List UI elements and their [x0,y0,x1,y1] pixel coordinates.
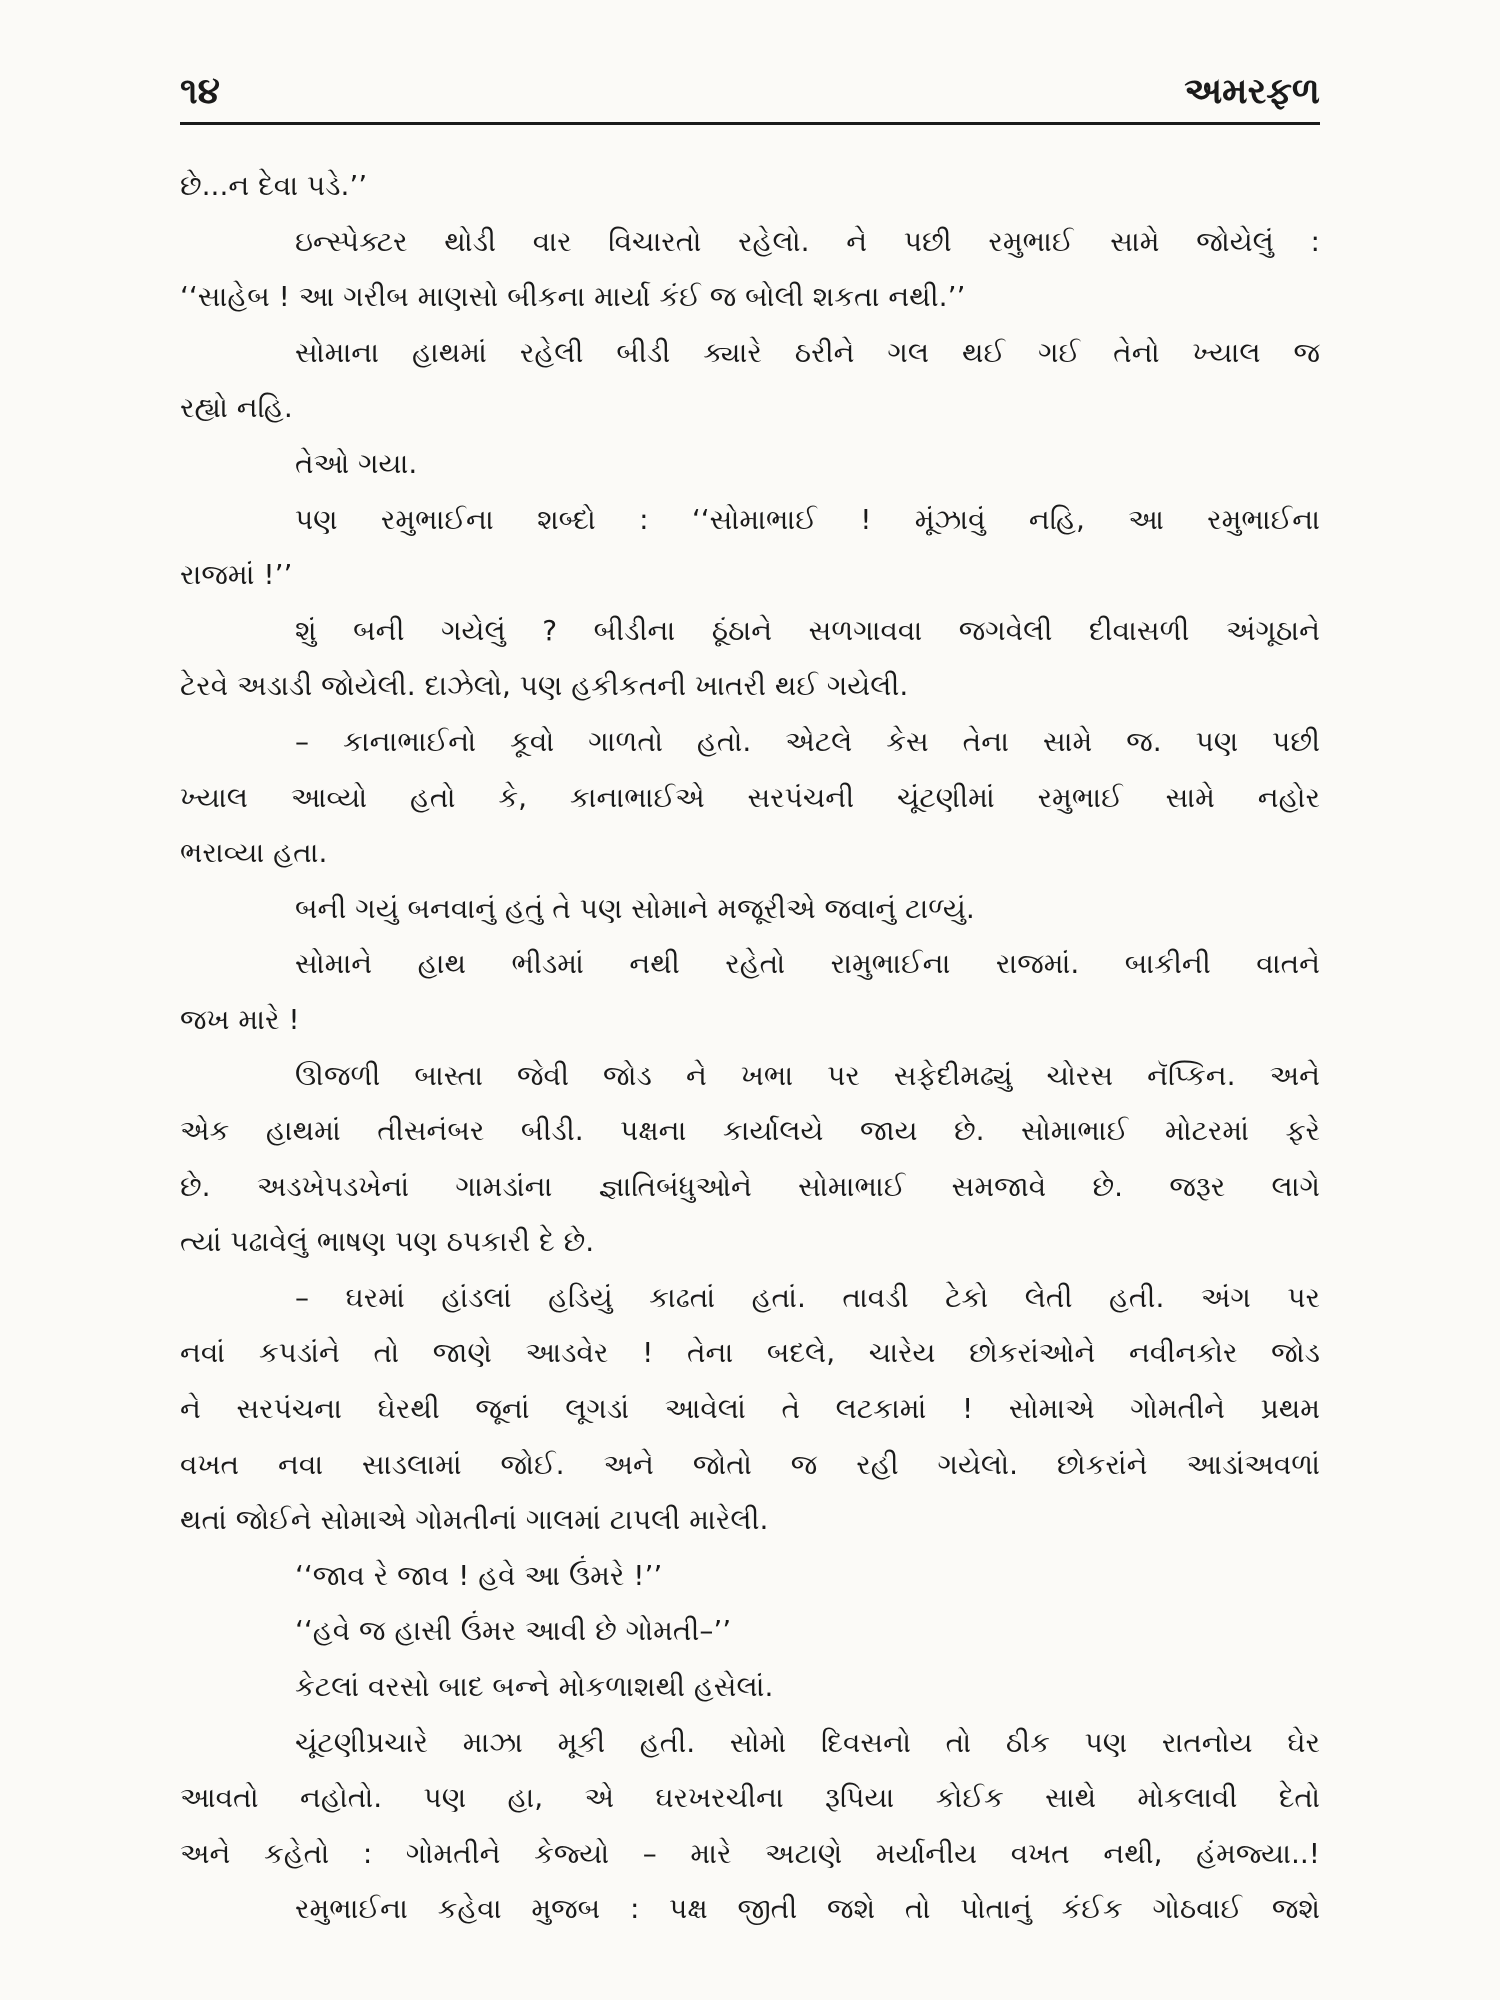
text-line: ‘‘સાહેબ ! આ ગરીબ માણસો બીકના માર્યા કંઈ જ બોલી શકતા નથી.’’ [180,280,966,314]
text-line: તેઓ ગયા. [295,446,418,480]
text-line: રમુભાઈના કહેવા મુજબ : પક્ષ જીતી જશે તો પોતાનું કંઈક ગોઠવાઈ જશે [295,1892,1320,1926]
text-line: અને કહેતો : ગોમતીને કેજ્યો – મારે અટાણે મર્યાનીય વખત નથી, હંમજ્યા..! [180,1836,1320,1870]
page-header [180,70,1320,125]
text-line: જખ મારે ! [180,1002,300,1036]
running-title: અમરફળ [1184,71,1320,112]
text-line: થતાં જોઈને સોમાએ ગોમતીનાં ગાલમાં ટાપલી મારેલી. [180,1503,769,1537]
text-line: ટેરવે અડાડી જોયેલી. દાઝેલો, પણ હકીકતની ખાતરી થઈ ગયેલી. [180,669,909,703]
body-text [180,158,1320,1937]
text-line: પણ રમુભાઈના શબ્દો : ‘‘સોમાભાઈ ! મૂંઝાવું નહિ, આ રમુભાઈના [295,502,1320,536]
text-line: ‘‘જાવ રે જાવ ! હવે આ ઉંમરે !’’ [295,1558,663,1592]
text-line: ભરાવ્યા હતા. [180,836,328,870]
text-line: બની ગયું બનવાનું હતું તે પણ સોમાને મજૂરીએ જવાનું ટાળ્યું. [295,891,975,925]
text-line: કેટલાં વરસો બાદ બન્ને મોકળાશથી હસેલાં. [295,1670,774,1704]
page-number: ૧૪ [180,71,220,112]
text-line: નવાં કપડાંને તો જાણે આડવેર ! તેના બદલે, ચારેય છોકરાંઓને નવીનકોર જોડ [180,1336,1320,1370]
text-line: રાજમાં !’’ [180,558,293,592]
text-line: આવતો નહોતો. પણ હા, એ ઘરખરચીના રૂપિયા કોઈક સાથે મોકલાવી દેતો [180,1781,1320,1815]
text-line: ચૂંટણીપ્રચારે માઝા મૂકી હતી. સોમો દિવસનો તો ઠીક પણ રાતનોય ઘેર [295,1725,1320,1759]
text-line: રહ્યો નહિ. [180,391,293,425]
text-line: ‘‘હવે જ હાસી ઉંમર આવી છે ગોમતી–’’ [295,1614,732,1648]
text-line: ઊજળી બાસ્તા જેવી જોડ ને ખભા પર સફેદીમઢ્યું ચોરસ નૅપ્કિન. અને [295,1058,1320,1092]
text-line: ને સરપંચના ઘેરથી જૂનાં લૂગડાં આવેલાં તે લટકામાં ! સોમાએ ગોમતીને પ્રથમ [180,1392,1320,1426]
text-line: છે. અડખેપડખેનાં ગામડાંના જ્ઞાતિબંધુઓને સોમાભાઈ સમજાવે છે. જરૂર લાગે [180,1169,1320,1203]
text-line: શું બની ગયેલું ? બીડીના ઠૂંઠાને સળગાવવા જગવેલી દીવાસળી અંગૂઠાને [295,613,1320,647]
text-line: સોમાના હાથમાં રહેલી બીડી ક્યારે ઠરીને ગલ થઈ ગઈ તેનો ખ્યાલ જ [295,335,1320,369]
text-line: સોમાને હાથ ભીડમાં નથી રહેતો રામુભાઈના રાજમાં. બાકીની વાતને [295,947,1320,981]
text-line: છે...ન દેવા પડે.’’ [180,169,368,202]
text-line: વખત નવા સાડલામાં જોઈ. અને જોતો જ રહી ગયેલો. છોકરાંને આડાંઅવળાં [180,1447,1320,1481]
text-line: ઇન્સ્પેક્ટર થોડી વાર વિચારતો રહેલો. ને પછી રમુભાઈ સામે જોયેલું : [295,224,1320,258]
text-line: – ઘરમાં હાંડલાં હડિયું કાઢતાં હતાં. તાવડી ટેકો લેતી હતી. અંગ પર [295,1280,1320,1314]
text-line: ખ્યાલ આવ્યો હતો કે, કાનાભાઈએ સરપંચની ચૂંટણીમાં રમુભાઈ સામે નહોર [180,780,1320,814]
text-line: એક હાથમાં તીસનંબર બીડી. પક્ષના કાર્યાલયે જાય છે. સોમાભાઈ મોટરમાં ફરે [180,1114,1320,1148]
text-line: – કાનાભાઈનો કૂવો ગાળતો હતો. એટલે કેસ તેના સામે જ. પણ પછી [295,724,1320,758]
text-line: ત્યાં પઢાવેલું ભાષણ પણ ઠપકારી દે છે. [180,1225,595,1259]
